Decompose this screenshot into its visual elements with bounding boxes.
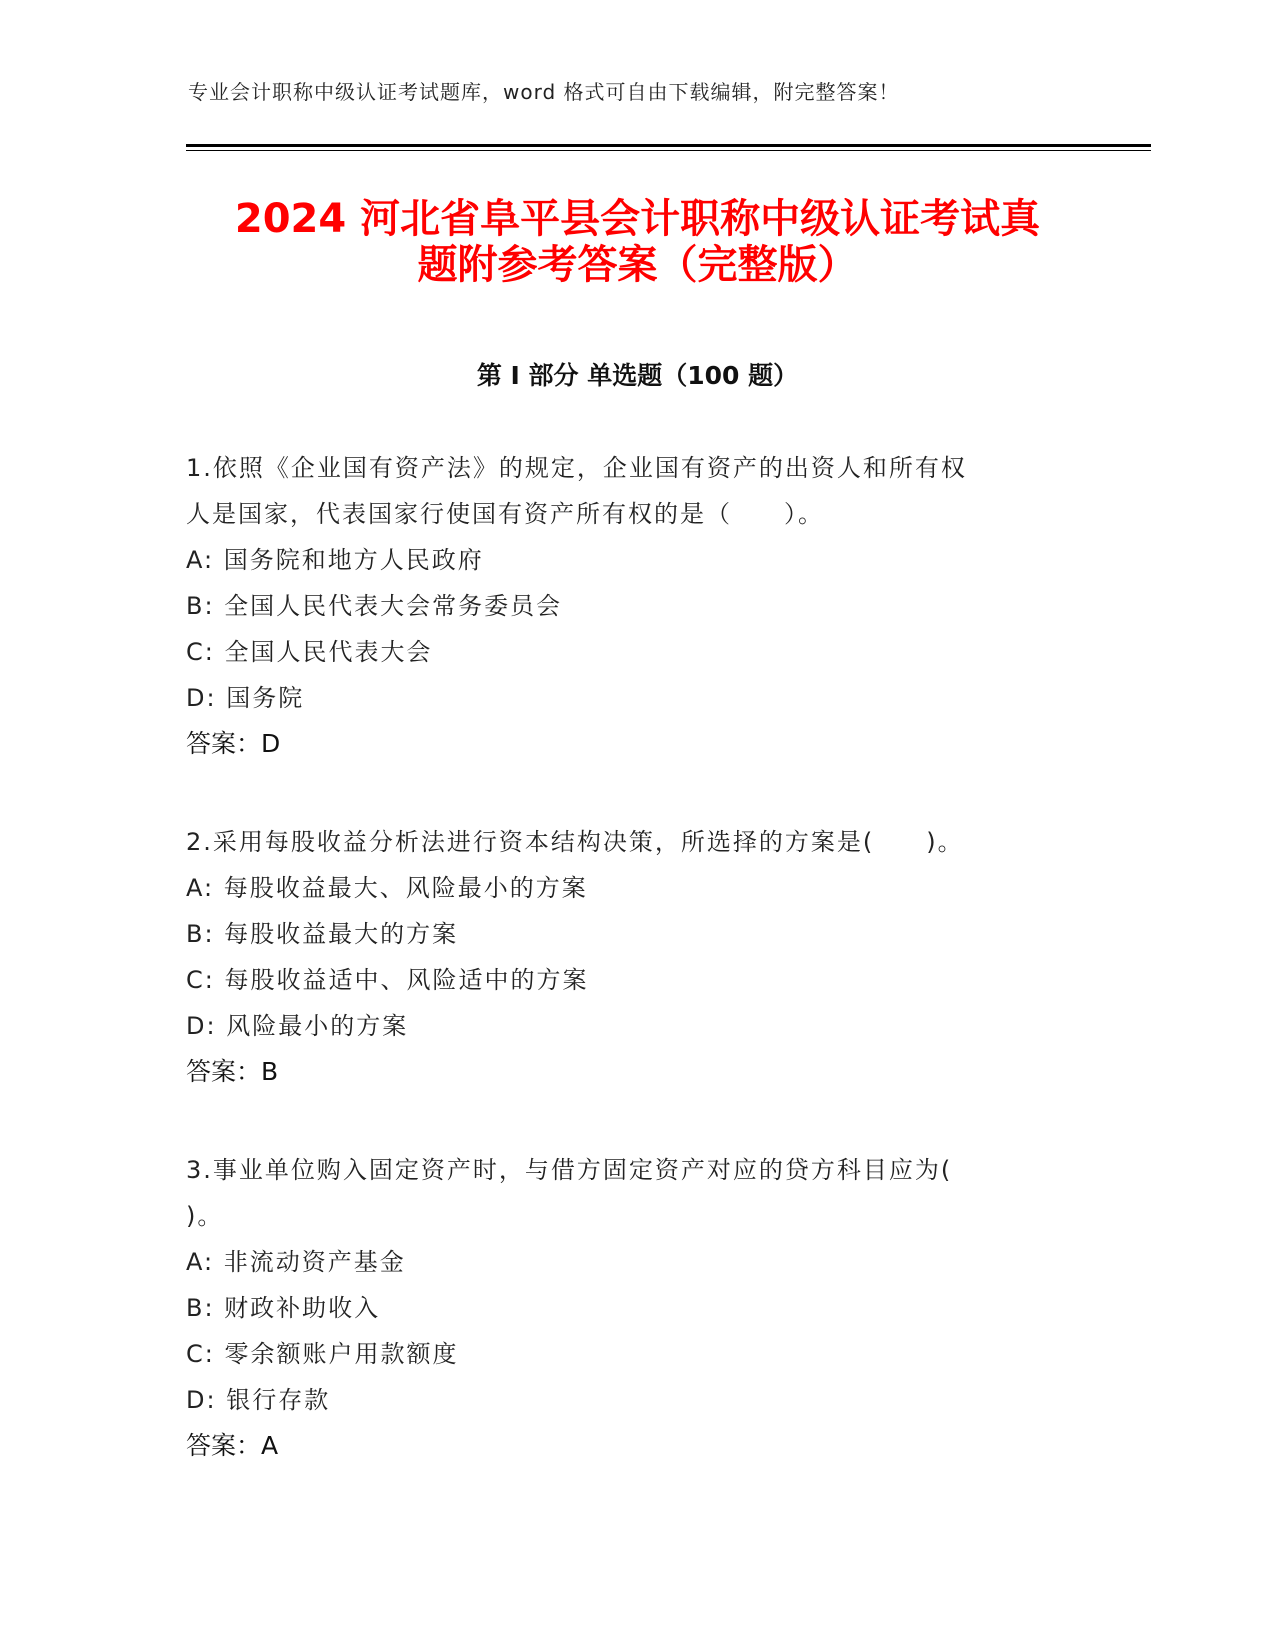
answer-line: 答案：A bbox=[186, 1431, 279, 1460]
option-b: B: 财政补助收入 bbox=[186, 1294, 381, 1322]
question-stem bbox=[186, 445, 1086, 537]
header-divider-thick bbox=[186, 144, 1151, 147]
option-a: A: 每股收益最大、风险最小的方案 bbox=[186, 874, 588, 902]
option-d: D: 国务院 bbox=[186, 684, 305, 712]
question-stem-line: )。 bbox=[186, 1202, 224, 1230]
question-stem-line: 1.依照《企业国有资产法》的规定，企业国有资产的出资人和所有权 bbox=[186, 454, 967, 482]
header-note: 专业会计职称中级认证考试题库，word 格式可自由下载编辑，附完整答案！ bbox=[188, 80, 900, 104]
option-c: C: 每股收益适中、风险适中的方案 bbox=[186, 966, 589, 994]
option-d: D: 风险最小的方案 bbox=[186, 1012, 409, 1040]
option-b: B: 全国人民代表大会常务委员会 bbox=[186, 592, 563, 620]
option-c: C: 全国人民代表大会 bbox=[186, 638, 433, 666]
document-title bbox=[0, 196, 1275, 288]
question-stem-line: 2.采用每股收益分析法进行资本结构决策，所选择的方案是( )。 bbox=[186, 828, 964, 856]
option-a: A: 国务院和地方人民政府 bbox=[186, 546, 484, 574]
question-stem-line: 人是国家，代表国家行使国有资产所有权的是（ ）。 bbox=[186, 500, 824, 528]
answer-line: 答案：D bbox=[186, 729, 281, 758]
document-title-line-1: 2024 河北省阜平县会计职称中级认证考试真 bbox=[234, 196, 1041, 242]
option-b: B: 每股收益最大的方案 bbox=[186, 920, 459, 948]
question-1 bbox=[186, 445, 1086, 767]
option-c: C: 零余额账户用款额度 bbox=[186, 1340, 459, 1368]
question-2 bbox=[186, 819, 1086, 1095]
option-a: A: 非流动资产基金 bbox=[186, 1248, 406, 1276]
header-divider-thin bbox=[186, 150, 1151, 151]
answer-line: 答案：B bbox=[186, 1057, 279, 1086]
question-stem bbox=[186, 1147, 1086, 1239]
question-3 bbox=[186, 1147, 1086, 1469]
option-d: D: 银行存款 bbox=[186, 1386, 331, 1414]
section-title: 第 I 部分 单选题（100 题） bbox=[476, 361, 799, 390]
question-stem-line: 3.事业单位购入固定资产时，与借方固定资产对应的贷方科目应为( bbox=[186, 1156, 953, 1184]
document-title-line-2: 题附参考答案（完整版） bbox=[417, 242, 858, 288]
question-list bbox=[186, 445, 1086, 1521]
question-stem bbox=[186, 819, 1086, 865]
